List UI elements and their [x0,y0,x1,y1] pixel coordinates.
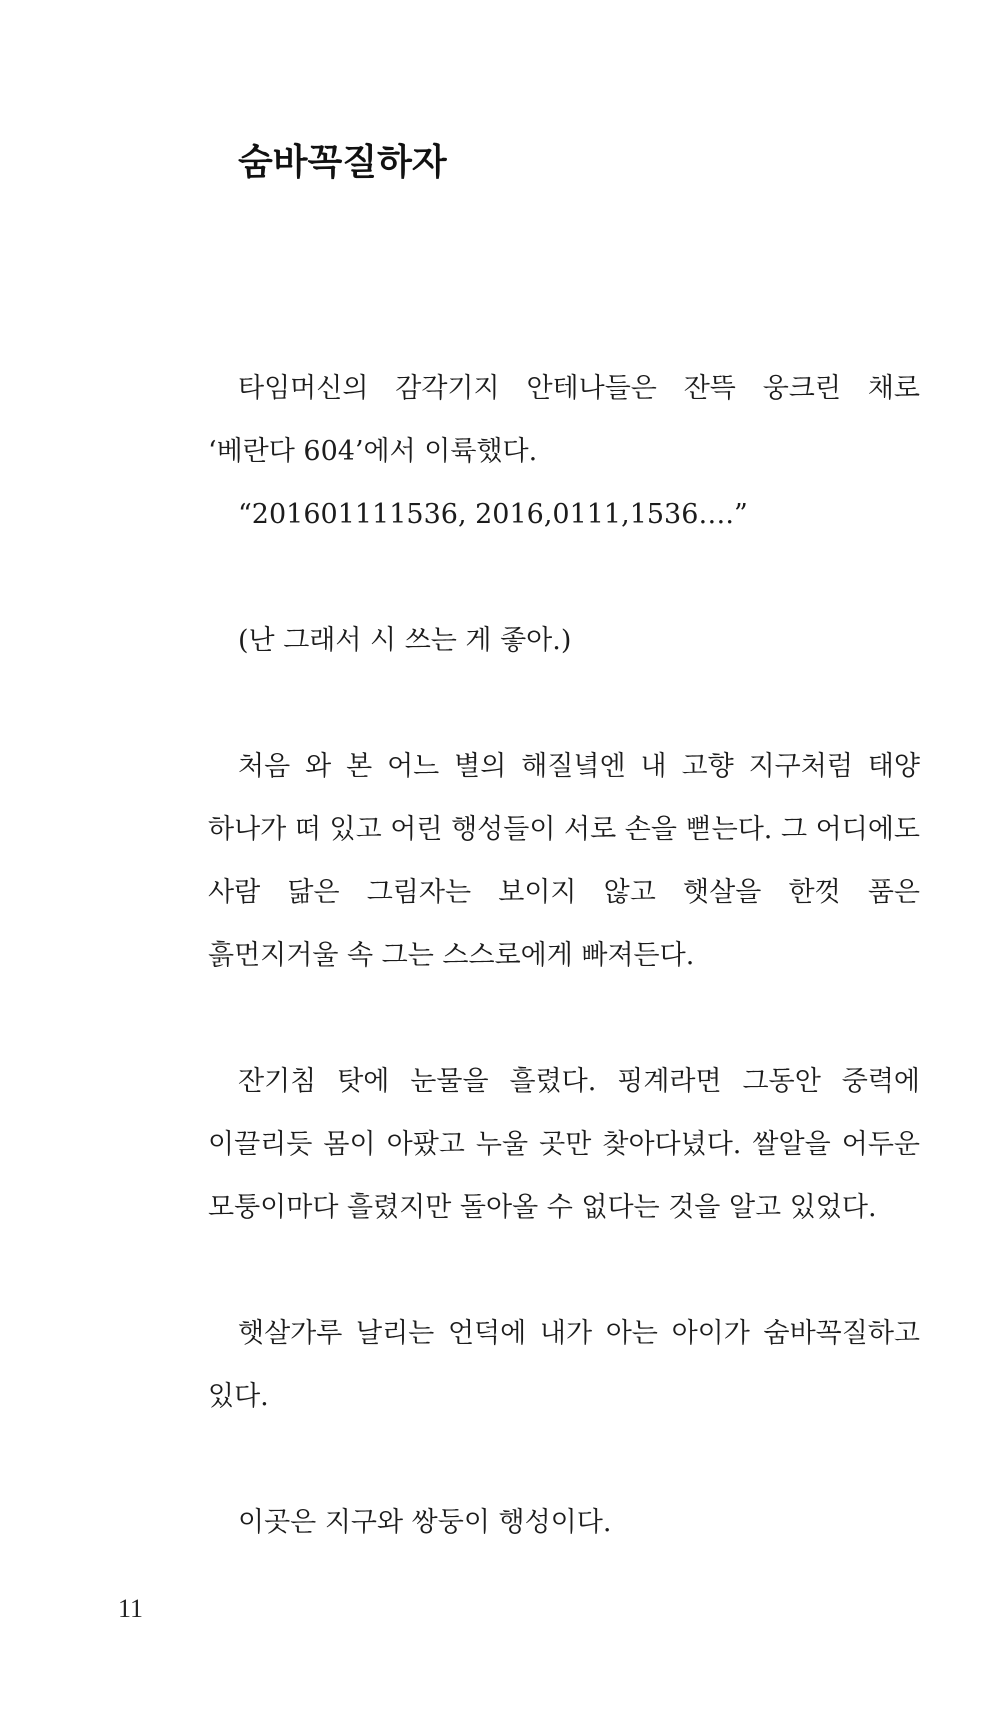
paragraph-gap [208,672,920,735]
paragraph-3: (난 그래서 시 쓰는 게 좋아.) [238,625,572,656]
paragraph-gap [208,546,920,609]
paragraph-gap [208,987,920,1050]
chapter-title: 숨바꼭질하자 [238,142,447,183]
paragraph-7: 이곳은 지구와 쌍둥이 행성이다. [238,1507,612,1538]
paragraph-6: 햇살가루 날리는 언덕에 내가 아는 아이가 숨바꼭질하고 있다. [208,1318,920,1412]
page-number: 11 [118,1594,144,1623]
body-text [208,357,920,1554]
paragraph-1: 타임머신의 감각기지 안테나들은 잔뜩 웅크린 채로 ‘베란다 604’에서 이륙했다. [208,373,920,467]
paragraph-5: 잔기침 탓에 눈물을 흘렸다. 핑계라면 그동안 중력에 이끌리듯 몸이 아팠고 누울 곳만 찾아다녔다. 쌀알을 어두운 모퉁이마다 흘렸지만 돌아올 수 없다는 것을 알고 있었다. [208,1066,920,1223]
paragraph-4: 처음 와 본 어느 별의 해질녘엔 내 고향 지구처럼 태양 하나가 떠 있고 어린 행성들이 서로 손을 뻗는다. 그 어디에도 사람 닮은 그림자는 보이지 않고 햇살을 한껏 품은 흙먼지거울 속 그는 스스로에게 빠져든다. [208,751,920,971]
paragraph-gap [208,1239,920,1302]
paragraph-gap [208,1428,920,1491]
paragraph-2: “201601111536, 2016,0111,1536….” [238,499,748,530]
